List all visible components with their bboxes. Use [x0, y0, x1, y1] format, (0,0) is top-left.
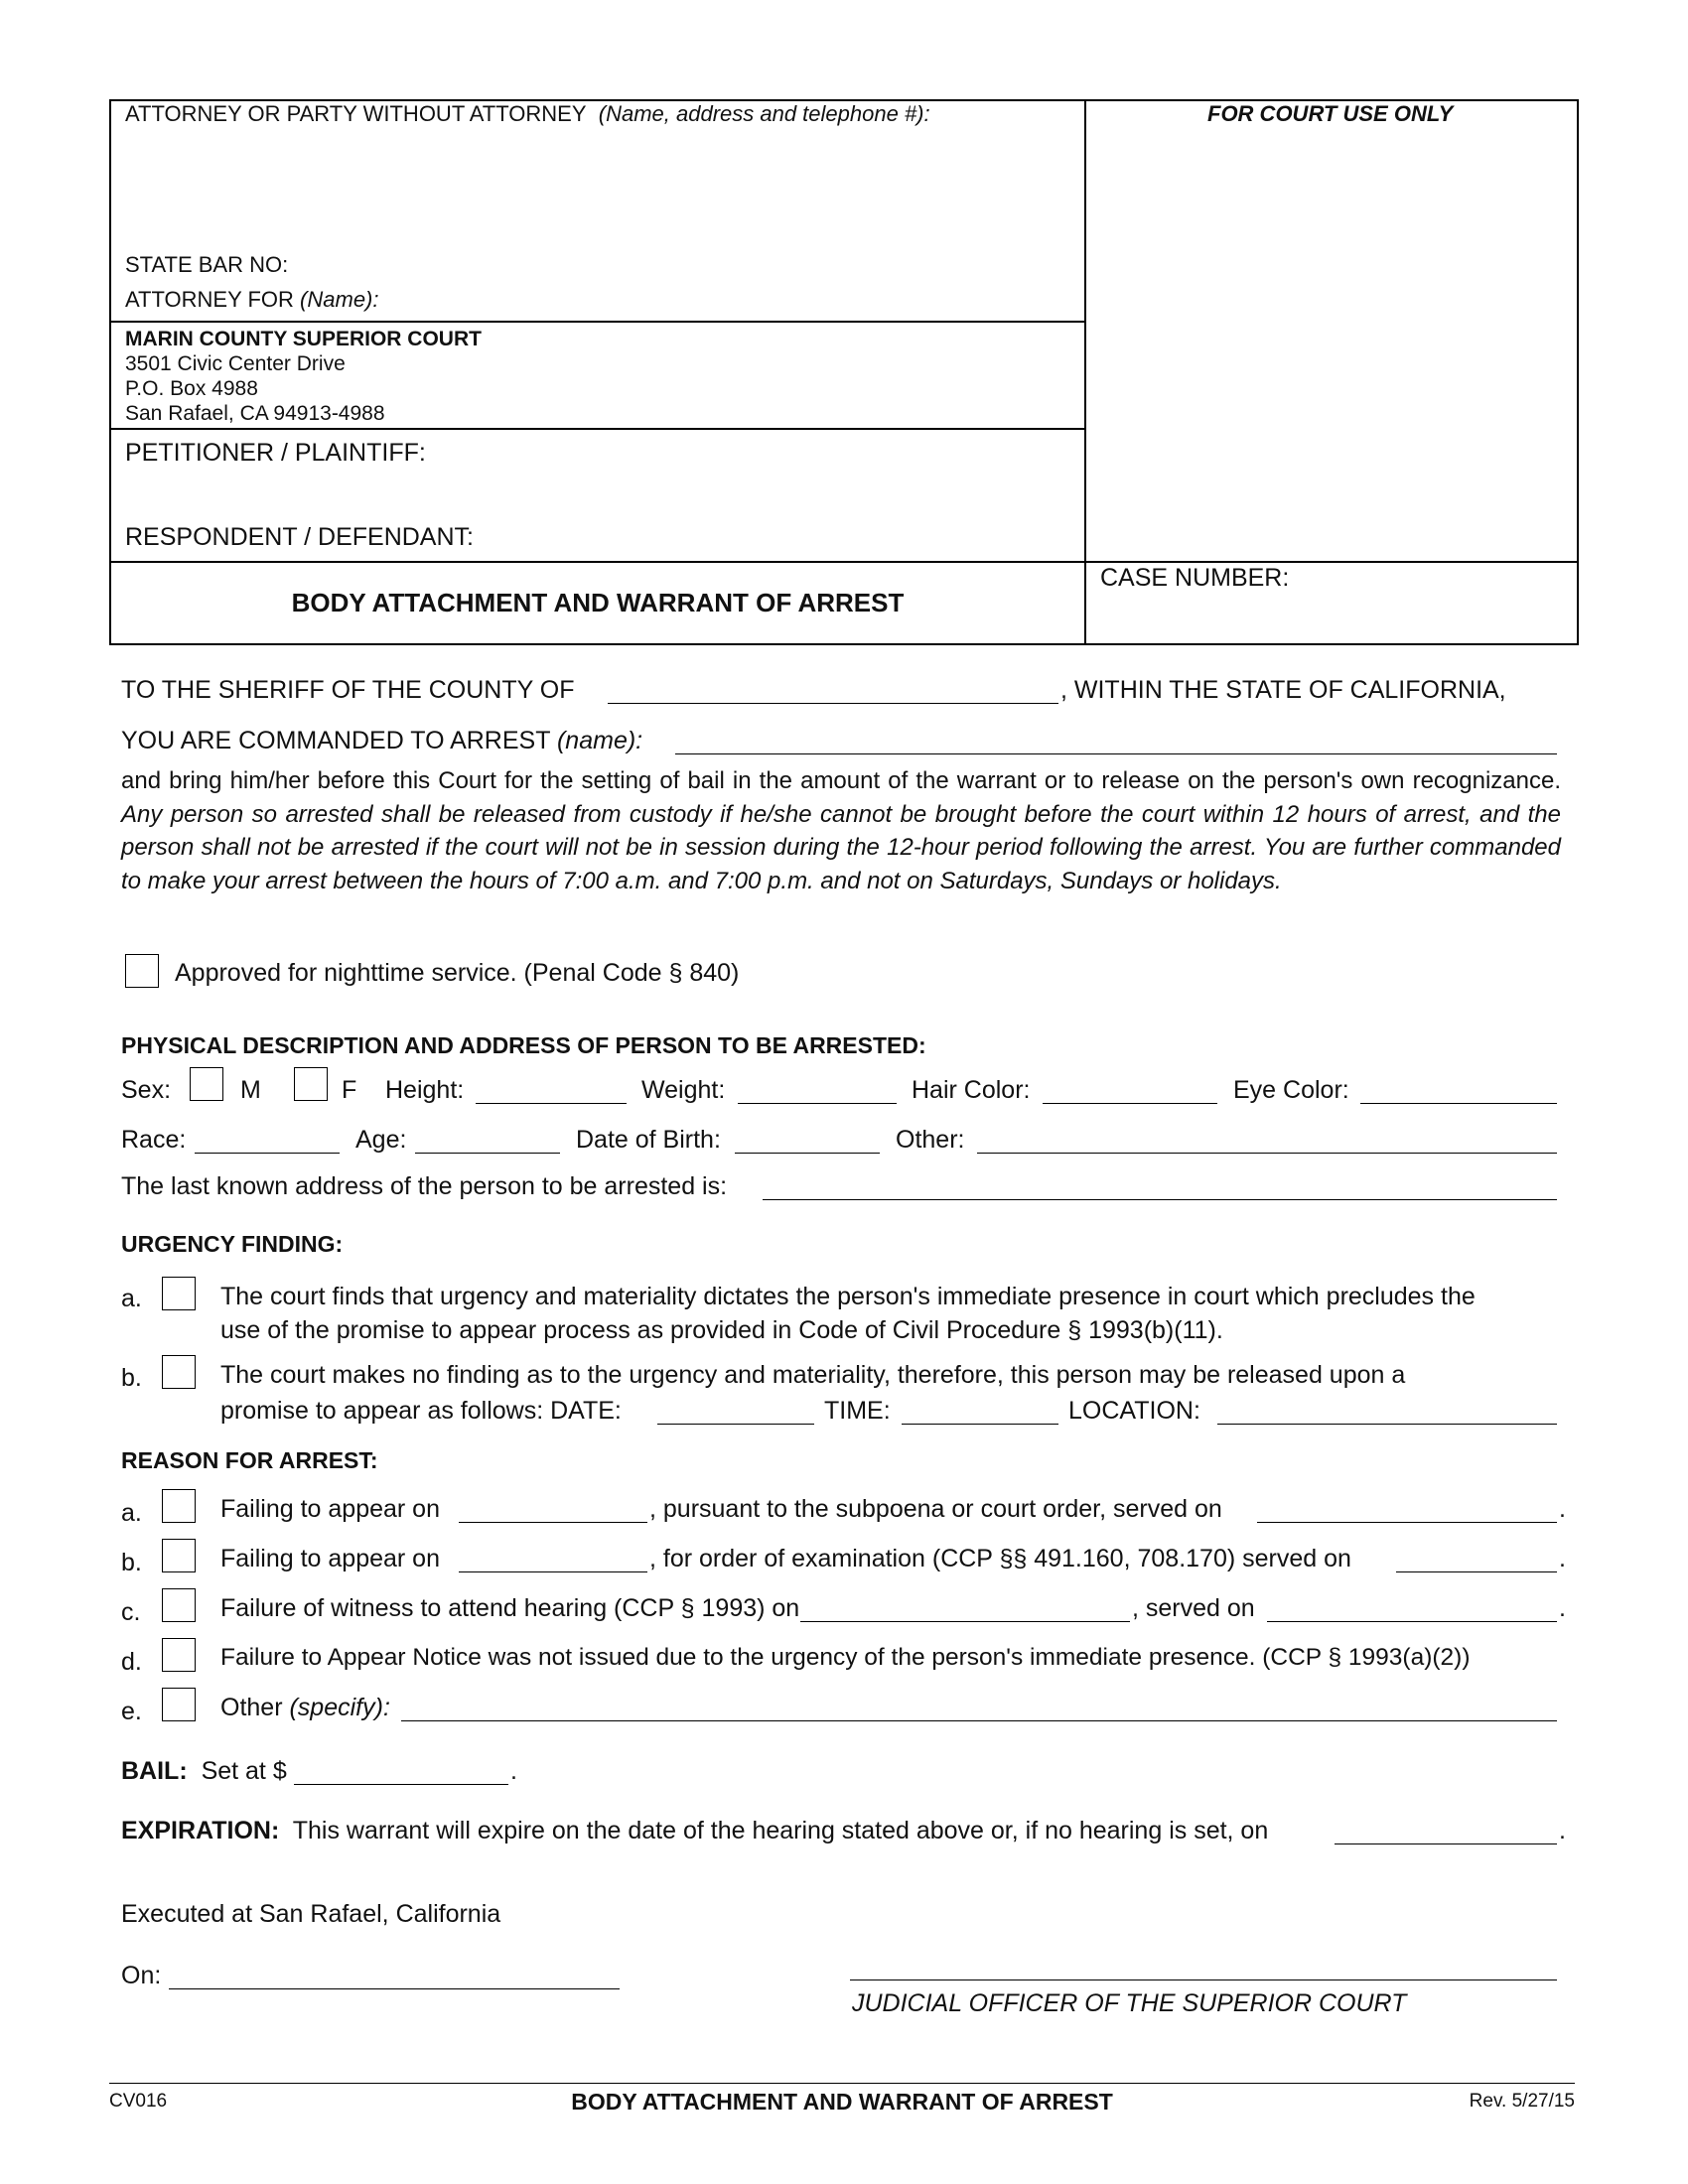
address-field[interactable]: [763, 1199, 1557, 1200]
nighttime-label: Approved for nighttime service. (Penal Code § 840): [175, 959, 740, 987]
sheriff-post: , WITHIN THE STATE OF CALIFORNIA,: [1060, 676, 1506, 704]
reason-a-served-field[interactable]: [1257, 1522, 1557, 1523]
form-title: BODY ATTACHMENT AND WARRANT OF ARREST: [291, 588, 905, 617]
promise-location-label: LOCATION:: [1068, 1397, 1200, 1425]
physical-heading: PHYSICAL DESCRIPTION AND ADDRESS OF PERSON TO BE ARRESTED:: [121, 1032, 926, 1058]
reason-c-period: .: [1559, 1594, 1566, 1622]
urgency-heading: URGENCY FINDING:: [121, 1231, 344, 1257]
reason-a-mid: , pursuant to the subpoena or court order, served on: [649, 1495, 1222, 1523]
case-number-label: CASE NUMBER:: [1100, 564, 1290, 592]
attorney-for-label: ATTORNEY FOR (Name):: [125, 287, 379, 312]
sex-f-checkbox[interactable]: [294, 1067, 328, 1101]
race-field[interactable]: [195, 1153, 340, 1154]
reason-c-checkbox[interactable]: [162, 1588, 196, 1622]
reason-b-checkbox[interactable]: [162, 1539, 196, 1572]
urgency-b-line1: The court makes no finding as to the urgency and materiality, therefore, this person may be released upon a: [220, 1361, 1406, 1389]
other-field[interactable]: [977, 1153, 1557, 1154]
other-label: Other:: [896, 1126, 965, 1154]
reason-b-period: .: [1559, 1545, 1566, 1572]
caption-divider-3: [109, 561, 1577, 563]
weight-field[interactable]: [738, 1103, 897, 1104]
bail-row: BAIL: Set at $: [121, 1757, 287, 1785]
petitioner-label: PETITIONER / PLAINTIFF:: [125, 439, 426, 467]
judicial-officer-label: JUDICIAL OFFICER OF THE SUPERIOR COURT: [852, 1989, 1407, 2017]
promise-time-label: TIME:: [824, 1397, 891, 1425]
sex-m-checkbox[interactable]: [190, 1067, 223, 1101]
height-label: Height:: [385, 1076, 465, 1104]
nighttime-checkbox[interactable]: [125, 954, 159, 988]
eye-label: Eye Color:: [1233, 1076, 1349, 1104]
urgency-b-checkbox[interactable]: [162, 1355, 196, 1389]
executed-at: Executed at San Rafael, California: [121, 1900, 501, 1928]
urgency-b-line2: promise to appear as follows: DATE:: [220, 1397, 622, 1425]
reason-b-date-field[interactable]: [459, 1571, 647, 1572]
reason-c-mid: , served on: [1132, 1594, 1255, 1622]
weight-label: Weight:: [641, 1076, 726, 1104]
sex-m-label: M: [240, 1076, 261, 1104]
county-field[interactable]: [608, 703, 1058, 704]
footer-rule: [109, 2083, 1575, 2084]
court-address-1: 3501 Civic Center Drive: [125, 352, 346, 375]
reason-a-pre: Failing to appear on: [220, 1495, 440, 1523]
expiration-date-field[interactable]: [1335, 1843, 1557, 1844]
urgency-a-letter: a.: [121, 1285, 142, 1312]
reason-d-letter: d.: [121, 1648, 142, 1676]
caption-divider-1: [109, 321, 1086, 323]
court-address-2: P.O. Box 4988: [125, 377, 258, 400]
on-label: On:: [121, 1962, 162, 1989]
urgency-a-line1: The court finds that urgency and materiality dictates the person's immediate presence in court which precludes the: [220, 1283, 1476, 1310]
reason-e-label: Other (specify):: [220, 1694, 390, 1721]
caption-divider-2: [109, 428, 1086, 430]
revision-date: Rev. 5/27/15: [1469, 2091, 1575, 2112]
bail-period: .: [510, 1757, 517, 1785]
expiration-row: EXPIRATION: This warrant will expire on the date of the hearing stated above or, if no hearing is set, on: [121, 1817, 1269, 1844]
promise-location-field[interactable]: [1217, 1424, 1557, 1425]
reason-e-checkbox[interactable]: [162, 1688, 196, 1721]
reason-c-letter: c.: [121, 1598, 141, 1626]
reason-a-checkbox[interactable]: [162, 1489, 196, 1523]
reason-b-served-field[interactable]: [1396, 1571, 1557, 1572]
hair-label: Hair Color:: [912, 1076, 1031, 1104]
urgency-a-line2: use of the promise to appear process as provided in Code of Civil Procedure § 1993(b)(11).: [220, 1316, 1223, 1344]
reason-c-date-field[interactable]: [800, 1621, 1130, 1622]
promise-time-field[interactable]: [902, 1424, 1058, 1425]
on-date-field[interactable]: [169, 1988, 620, 1989]
arrest-label: YOU ARE COMMANDED TO ARREST (name):: [121, 727, 643, 754]
dob-label: Date of Birth:: [576, 1126, 721, 1154]
respondent-label: RESPONDENT / DEFENDANT:: [125, 523, 474, 551]
reason-b-pre: Failing to appear on: [220, 1545, 440, 1572]
reason-e-field[interactable]: [401, 1720, 1557, 1721]
address-label: The last known address of the person to be arrested is:: [121, 1172, 728, 1200]
reason-d-checkbox[interactable]: [162, 1638, 196, 1672]
hair-field[interactable]: [1043, 1103, 1217, 1104]
reason-b-letter: b.: [121, 1549, 142, 1576]
reason-a-date-field[interactable]: [459, 1522, 647, 1523]
reason-e-letter: e.: [121, 1698, 142, 1725]
eye-field[interactable]: [1360, 1103, 1557, 1104]
reason-a-period: .: [1559, 1495, 1566, 1523]
attorney-label: ATTORNEY OR PARTY WITHOUT ATTORNEY (Name, address and telephone #):: [125, 101, 930, 126]
reason-a-letter: a.: [121, 1499, 142, 1527]
age-field[interactable]: [415, 1153, 560, 1154]
court-use-only: FOR COURT USE ONLY: [1207, 101, 1454, 126]
command-paragraph: and bring him/her before this Court for the setting of bail in the amount of the warrant or to release on the person's own recognizance. Any person so arrested shall be released from custody if he/she cannot be brought before the court within 12 hours of arrest, and the person shall not be arrested if the court will not be in session during the 12-hour period following the arrest. You are further commanded to make your arrest between the hours of 7:00 a.m. and 7:00 p.m. and not on Saturdays, Sundays or holidays.: [121, 767, 1561, 894]
sex-f-label: F: [342, 1076, 357, 1104]
urgency-a-checkbox[interactable]: [162, 1277, 196, 1310]
state-bar-label: STATE BAR NO:: [125, 252, 289, 277]
reason-b-mid: , for order of examination (CCP §§ 491.160, 708.170) served on: [649, 1545, 1351, 1572]
height-field[interactable]: [476, 1103, 627, 1104]
reason-c-pre: Failure of witness to attend hearing (CCP § 1993) on: [220, 1594, 800, 1622]
sex-label: Sex:: [121, 1076, 172, 1104]
form-id: CV016: [109, 2091, 168, 2112]
court-name: MARIN COUNTY SUPERIOR COURT: [125, 328, 482, 350]
age-label: Age:: [355, 1126, 407, 1154]
bail-amount-field[interactable]: [294, 1784, 508, 1785]
court-address-3: San Rafael, CA 94913-4988: [125, 402, 385, 425]
reason-heading: REASON FOR ARREST:: [121, 1447, 378, 1473]
expiration-period: .: [1559, 1817, 1566, 1844]
race-label: Race:: [121, 1126, 187, 1154]
dob-field[interactable]: [735, 1153, 880, 1154]
footer-title: BODY ATTACHMENT AND WARRANT OF ARREST: [571, 2089, 1113, 2115]
arrest-name-field[interactable]: [675, 753, 1557, 754]
reason-c-served-field[interactable]: [1267, 1621, 1557, 1622]
judicial-signature-line[interactable]: [850, 1979, 1557, 1980]
promise-date-field[interactable]: [657, 1424, 814, 1425]
reason-d-text: Failure to Appear Notice was not issued due to the urgency of the person's immediate presence. (CCP § 1993(a)(2)): [220, 1644, 1471, 1671]
sheriff-pre: TO THE SHERIFF OF THE COUNTY OF: [121, 676, 575, 704]
urgency-b-letter: b.: [121, 1364, 142, 1392]
